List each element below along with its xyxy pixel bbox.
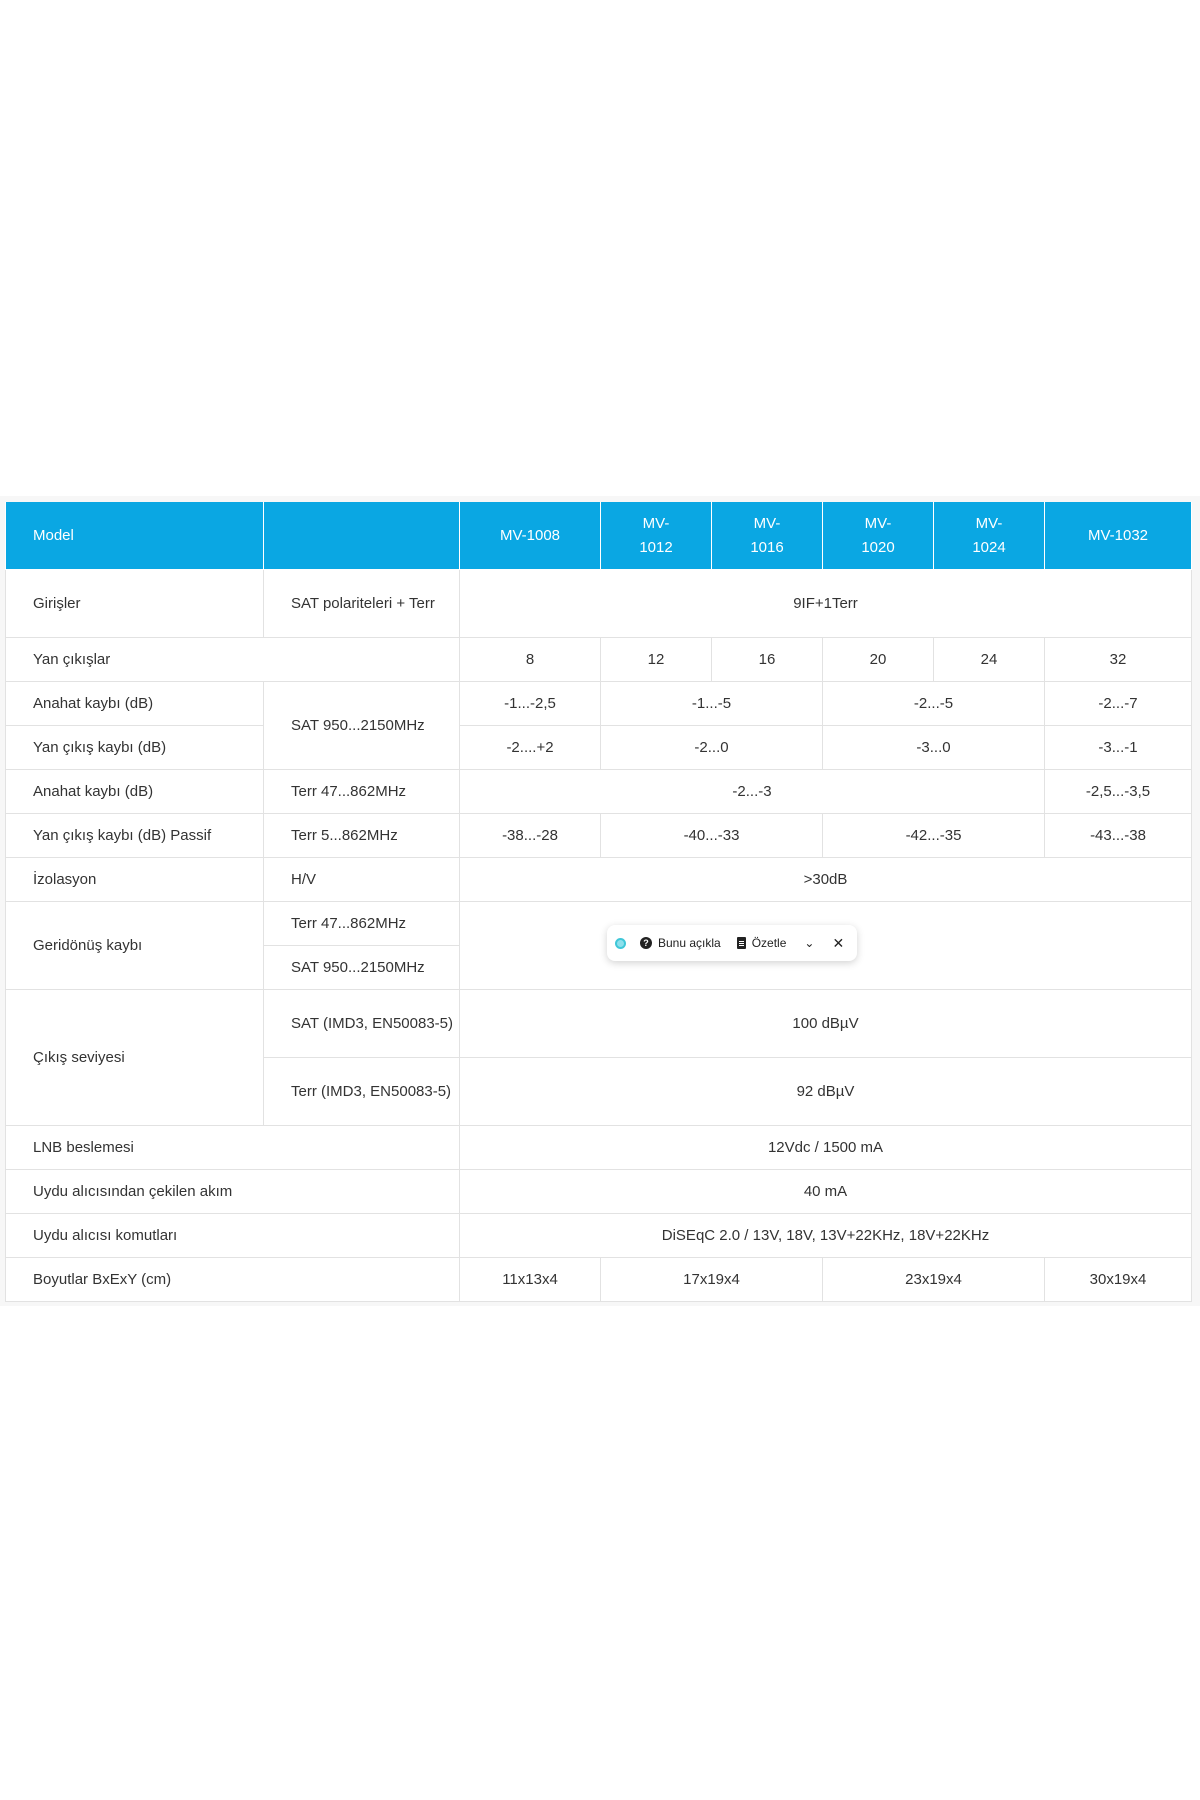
row-value: 16 — [712, 638, 823, 682]
close-icon[interactable]: ✕ — [832, 934, 845, 951]
row-value: 11x13x4 — [460, 1258, 601, 1302]
header-row — [6, 502, 1192, 570]
row-sub: SAT 950...2150MHz — [264, 682, 460, 770]
table-row — [6, 770, 1192, 814]
row-label: Boyutlar BxExY (cm) — [6, 1258, 460, 1302]
header-model-1020: MV- 1020 — [823, 502, 934, 570]
table-row — [6, 570, 1192, 638]
row-value: 9IF+1Terr — [460, 570, 1192, 638]
table-row — [6, 858, 1192, 902]
row-value: 40 mA — [460, 1170, 1192, 1214]
row-label: Çıkış seviyesi — [6, 990, 264, 1126]
row-label: Girişler — [6, 570, 264, 638]
table-row — [6, 1214, 1192, 1258]
header-model-1024: MV- 1024 — [934, 502, 1045, 570]
assistant-logo-icon[interactable] — [615, 938, 626, 949]
row-value: 30x19x4 — [1045, 1258, 1192, 1302]
row-sub: Terr 47...862MHz — [264, 902, 460, 946]
row-sub: Terr 47...862MHz — [264, 770, 460, 814]
table-row — [6, 638, 1192, 682]
row-sub: SAT 950...2150MHz — [264, 946, 460, 990]
row-label: Geridönüş kaybı — [6, 902, 264, 990]
row-value: 12 — [601, 638, 712, 682]
row-sub: SAT polariteleri + Terr — [264, 570, 460, 638]
row-value: 17x19x4 — [601, 1258, 823, 1302]
row-label: Uydu alıcısı komutları — [6, 1214, 460, 1258]
row-label: Yan çıkışlar — [6, 638, 460, 682]
table-row — [6, 902, 1192, 946]
header-model-1032: MV-1032 — [1045, 502, 1192, 570]
table-row — [6, 1258, 1192, 1302]
table-row — [6, 1126, 1192, 1170]
row-label: Anahat kaybı (dB) — [6, 770, 264, 814]
row-value: 12Vdc / 1500 mA — [460, 1126, 1192, 1170]
row-value: 100 dBµV — [460, 990, 1192, 1058]
row-value: -3...0 — [823, 726, 1045, 770]
table-row — [6, 814, 1192, 858]
header-model-1008: MV-1008 — [460, 502, 601, 570]
row-sub: Terr (IMD3, EN50083-5) — [264, 1058, 460, 1126]
row-value: -2...-7 — [1045, 682, 1192, 726]
table-row — [6, 726, 1192, 770]
row-sub: SAT (IMD3, EN50083-5) — [264, 990, 460, 1058]
table-row — [6, 682, 1192, 726]
spec-table — [5, 502, 1192, 1302]
row-value: -1...-2,5 — [460, 682, 601, 726]
row-sub: H/V — [264, 858, 460, 902]
row-value: -2...0 — [601, 726, 823, 770]
document-icon[interactable] — [737, 937, 746, 949]
chevron-down-icon[interactable]: ⌄ — [804, 936, 815, 950]
row-sub: Terr 5...862MHz — [264, 814, 460, 858]
summarize-button[interactable]: Özetle — [751, 936, 787, 950]
row-value: >30dB — [460, 858, 1192, 902]
table-row — [6, 990, 1192, 1058]
row-value: -42...-35 — [823, 814, 1045, 858]
row-value: -2....+2 — [460, 726, 601, 770]
row-value: 92 dBµV — [460, 1058, 1192, 1126]
row-label: Anahat kaybı (dB) — [6, 682, 264, 726]
row-value: 24 — [934, 638, 1045, 682]
header-model-label: Model — [6, 502, 264, 570]
row-value: DiSEqC 2.0 / 13V, 18V, 13V+22KHz, 18V+22KHz — [460, 1214, 1192, 1258]
row-label: Uydu alıcısından çekilen akım — [6, 1170, 460, 1214]
spec-table-container — [0, 496, 1200, 1306]
table-row — [6, 1170, 1192, 1214]
row-value: 20 — [823, 638, 934, 682]
row-value: -38...-28 — [460, 814, 601, 858]
row-value: -1...-5 — [601, 682, 823, 726]
row-label: Yan çıkış kaybı (dB) — [6, 726, 264, 770]
header-model-1012: MV- 1012 — [601, 502, 712, 570]
row-value: -40...-33 — [601, 814, 823, 858]
explain-button[interactable]: Bunu açıkla — [658, 936, 721, 950]
row-label: İzolasyon — [6, 858, 264, 902]
row-label: LNB beslemesi — [6, 1126, 460, 1170]
row-value: -3...-1 — [1045, 726, 1192, 770]
header-model-1016: MV- 1016 — [712, 502, 823, 570]
text-selection-popup — [607, 925, 857, 961]
question-icon[interactable]: ? — [640, 937, 652, 949]
row-value: -43...-38 — [1045, 814, 1192, 858]
row-label: Yan çıkış kaybı (dB) Passif — [6, 814, 264, 858]
row-value: -2,5...-3,5 — [1045, 770, 1192, 814]
row-value: 32 — [1045, 638, 1192, 682]
row-value: -2...-5 — [823, 682, 1045, 726]
row-value: 8 — [460, 638, 601, 682]
header-blank — [264, 502, 460, 570]
row-value: 23x19x4 — [823, 1258, 1045, 1302]
row-value: -2...-3 — [460, 770, 1045, 814]
